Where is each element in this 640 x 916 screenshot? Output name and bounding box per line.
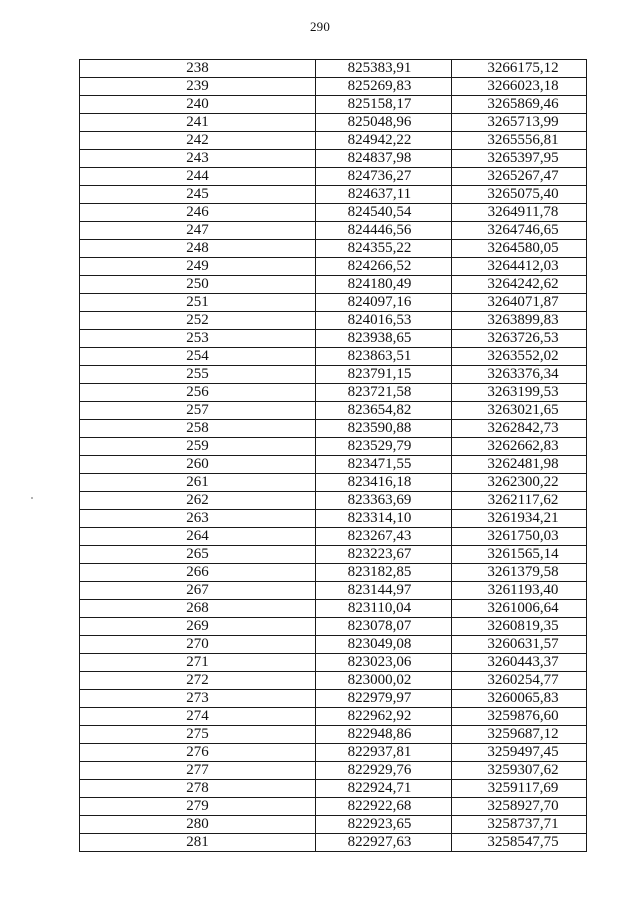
y-coordinate-cell: 3265397,95 <box>452 150 587 168</box>
y-coordinate-cell: 3264911,78 <box>452 204 587 222</box>
table-row <box>80 546 587 564</box>
point-number-cell: 269 <box>80 618 316 636</box>
point-number-cell: 253 <box>80 330 316 348</box>
x-coordinate-cell: 823182,85 <box>316 564 452 582</box>
y-coordinate-cell: 3265869,46 <box>452 96 587 114</box>
x-coordinate-cell: 823223,67 <box>316 546 452 564</box>
table-row <box>80 420 587 438</box>
table-row <box>80 690 587 708</box>
table-row <box>80 726 587 744</box>
x-coordinate-cell: 825158,17 <box>316 96 452 114</box>
x-coordinate-cell: 823078,07 <box>316 618 452 636</box>
table-row <box>80 654 587 672</box>
y-coordinate-cell: 3264746,65 <box>452 222 587 240</box>
point-number-cell: 272 <box>80 672 316 690</box>
y-coordinate-cell: 3262481,98 <box>452 456 587 474</box>
point-number-cell: 263 <box>80 510 316 528</box>
y-coordinate-cell: 3262117,62 <box>452 492 587 510</box>
y-coordinate-cell: 3258547,75 <box>452 834 587 852</box>
table-row <box>80 312 587 330</box>
point-number-cell: 270 <box>80 636 316 654</box>
y-coordinate-cell: 3258737,71 <box>452 816 587 834</box>
table-row <box>80 510 587 528</box>
table-row <box>80 582 587 600</box>
point-number-cell: 241 <box>80 114 316 132</box>
x-coordinate-cell: 823721,58 <box>316 384 452 402</box>
point-number-cell: 262 <box>80 492 316 510</box>
y-coordinate-cell: 3261006,64 <box>452 600 587 618</box>
y-coordinate-cell: 3263376,34 <box>452 366 587 384</box>
y-coordinate-cell: 3264071,87 <box>452 294 587 312</box>
x-coordinate-cell: 823791,15 <box>316 366 452 384</box>
y-coordinate-cell: 3260254,77 <box>452 672 587 690</box>
table-row <box>80 78 587 96</box>
point-number-cell: 252 <box>80 312 316 330</box>
x-coordinate-cell: 822937,81 <box>316 744 452 762</box>
table-row <box>80 330 587 348</box>
table-row <box>80 564 587 582</box>
y-coordinate-cell: 3264580,05 <box>452 240 587 258</box>
y-coordinate-cell: 3260065,83 <box>452 690 587 708</box>
x-coordinate-cell: 824180,49 <box>316 276 452 294</box>
point-number-cell: 248 <box>80 240 316 258</box>
x-coordinate-cell: 822948,86 <box>316 726 452 744</box>
table-row <box>80 474 587 492</box>
y-coordinate-cell: 3263199,53 <box>452 384 587 402</box>
x-coordinate-cell: 823863,51 <box>316 348 452 366</box>
y-coordinate-cell: 3261565,14 <box>452 546 587 564</box>
x-coordinate-cell: 824837,98 <box>316 150 452 168</box>
y-coordinate-cell: 3264242,62 <box>452 276 587 294</box>
y-coordinate-cell: 3263899,83 <box>452 312 587 330</box>
x-coordinate-cell: 824637,11 <box>316 186 452 204</box>
y-coordinate-cell: 3265267,47 <box>452 168 587 186</box>
x-coordinate-cell: 823110,04 <box>316 600 452 618</box>
table-row <box>80 834 587 852</box>
y-coordinate-cell: 3261193,40 <box>452 582 587 600</box>
point-number-cell: 268 <box>80 600 316 618</box>
y-coordinate-cell: 3260631,57 <box>452 636 587 654</box>
table-row <box>80 780 587 798</box>
y-coordinate-cell: 3258927,70 <box>452 798 587 816</box>
x-coordinate-cell: 823314,10 <box>316 510 452 528</box>
point-number-cell: 275 <box>80 726 316 744</box>
point-number-cell: 281 <box>80 834 316 852</box>
coordinates-table <box>79 59 587 852</box>
y-coordinate-cell: 3261934,21 <box>452 510 587 528</box>
table-row <box>80 744 587 762</box>
y-coordinate-cell: 3263726,53 <box>452 330 587 348</box>
x-coordinate-cell: 823267,43 <box>316 528 452 546</box>
point-number-cell: 279 <box>80 798 316 816</box>
y-coordinate-cell: 3265556,81 <box>452 132 587 150</box>
y-coordinate-cell: 3260443,37 <box>452 654 587 672</box>
y-coordinate-cell: 3266175,12 <box>452 60 587 78</box>
point-number-cell: 247 <box>80 222 316 240</box>
x-coordinate-cell: 822924,71 <box>316 780 452 798</box>
table-row <box>80 114 587 132</box>
x-coordinate-cell: 824016,53 <box>316 312 452 330</box>
point-number-cell: 246 <box>80 204 316 222</box>
point-number-cell: 244 <box>80 168 316 186</box>
y-coordinate-cell: 3266023,18 <box>452 78 587 96</box>
point-number-cell: 255 <box>80 366 316 384</box>
point-number-cell: 260 <box>80 456 316 474</box>
table-row <box>80 456 587 474</box>
point-number-cell: 265 <box>80 546 316 564</box>
table-row <box>80 204 587 222</box>
page-number: 290 <box>309 19 331 34</box>
point-number-cell: 239 <box>80 78 316 96</box>
point-number-cell: 280 <box>80 816 316 834</box>
table-row <box>80 96 587 114</box>
x-coordinate-cell: 824942,22 <box>316 132 452 150</box>
table-row <box>80 258 587 276</box>
x-coordinate-cell: 824736,27 <box>316 168 452 186</box>
x-coordinate-cell: 824097,16 <box>316 294 452 312</box>
x-coordinate-cell: 824446,56 <box>316 222 452 240</box>
x-coordinate-cell: 822922,68 <box>316 798 452 816</box>
x-coordinate-cell: 825269,83 <box>316 78 452 96</box>
x-coordinate-cell: 823000,02 <box>316 672 452 690</box>
x-coordinate-cell: 823416,18 <box>316 474 452 492</box>
x-coordinate-cell: 822927,63 <box>316 834 452 852</box>
x-coordinate-cell: 825383,91 <box>316 60 452 78</box>
x-coordinate-cell: 823938,65 <box>316 330 452 348</box>
y-coordinate-cell: 3261750,03 <box>452 528 587 546</box>
y-coordinate-cell: 3265713,99 <box>452 114 587 132</box>
y-coordinate-cell: 3259876,60 <box>452 708 587 726</box>
point-number-cell: 256 <box>80 384 316 402</box>
x-coordinate-cell: 823654,82 <box>316 402 452 420</box>
x-coordinate-cell: 822923,65 <box>316 816 452 834</box>
point-number-cell: 240 <box>80 96 316 114</box>
table-row <box>80 132 587 150</box>
table-row <box>80 60 587 78</box>
point-number-cell: 243 <box>80 150 316 168</box>
y-coordinate-cell: 3260819,35 <box>452 618 587 636</box>
point-number-cell: 278 <box>80 780 316 798</box>
point-number-cell: 249 <box>80 258 316 276</box>
table-row <box>80 762 587 780</box>
point-number-cell: 242 <box>80 132 316 150</box>
point-number-cell: 273 <box>80 690 316 708</box>
table-row <box>80 798 587 816</box>
point-number-cell: 258 <box>80 420 316 438</box>
table-row <box>80 186 587 204</box>
x-coordinate-cell: 823529,79 <box>316 438 452 456</box>
table-row <box>80 222 587 240</box>
y-coordinate-cell: 3262842,73 <box>452 420 587 438</box>
table-row <box>80 672 587 690</box>
point-number-cell: 261 <box>80 474 316 492</box>
point-number-cell: 251 <box>80 294 316 312</box>
point-number-cell: 238 <box>80 60 316 78</box>
point-number-cell: 267 <box>80 582 316 600</box>
table-row <box>80 384 587 402</box>
table-row <box>80 528 587 546</box>
y-coordinate-cell: 3259497,45 <box>452 744 587 762</box>
table-row <box>80 402 587 420</box>
y-coordinate-cell: 3259117,69 <box>452 780 587 798</box>
x-coordinate-cell: 823144,97 <box>316 582 452 600</box>
point-number-cell: 250 <box>80 276 316 294</box>
y-coordinate-cell: 3265075,40 <box>452 186 587 204</box>
table-row <box>80 618 587 636</box>
table-row <box>80 708 587 726</box>
point-number-cell: 257 <box>80 402 316 420</box>
x-coordinate-cell: 823590,88 <box>316 420 452 438</box>
y-coordinate-cell: 3263552,02 <box>452 348 587 366</box>
point-number-cell: 277 <box>80 762 316 780</box>
y-coordinate-cell: 3259687,12 <box>452 726 587 744</box>
table-row <box>80 240 587 258</box>
x-coordinate-cell: 824355,22 <box>316 240 452 258</box>
x-coordinate-cell: 823049,08 <box>316 636 452 654</box>
x-coordinate-cell: 823023,06 <box>316 654 452 672</box>
point-number-cell: 245 <box>80 186 316 204</box>
y-coordinate-cell: 3263021,65 <box>452 402 587 420</box>
y-coordinate-cell: 3264412,03 <box>452 258 587 276</box>
table-row <box>80 294 587 312</box>
x-coordinate-cell: 822929,76 <box>316 762 452 780</box>
point-number-cell: 274 <box>80 708 316 726</box>
table-row <box>80 600 587 618</box>
point-number-cell: 271 <box>80 654 316 672</box>
point-number-cell: 254 <box>80 348 316 366</box>
point-number-cell: 266 <box>80 564 316 582</box>
table-row <box>80 168 587 186</box>
x-coordinate-cell: 824540,54 <box>316 204 452 222</box>
point-number-cell: 264 <box>80 528 316 546</box>
table-row <box>80 816 587 834</box>
table-row <box>80 150 587 168</box>
y-coordinate-cell: 3262662,83 <box>452 438 587 456</box>
table-row <box>80 366 587 384</box>
scan-speck <box>31 497 33 499</box>
point-number-cell: 276 <box>80 744 316 762</box>
y-coordinate-cell: 3259307,62 <box>452 762 587 780</box>
table-row <box>80 438 587 456</box>
point-number-cell: 259 <box>80 438 316 456</box>
table-row <box>80 492 587 510</box>
y-coordinate-cell: 3261379,58 <box>452 564 587 582</box>
x-coordinate-cell: 822962,92 <box>316 708 452 726</box>
coordinates-table-body <box>80 60 587 852</box>
x-coordinate-cell: 825048,96 <box>316 114 452 132</box>
x-coordinate-cell: 824266,52 <box>316 258 452 276</box>
table-row <box>80 276 587 294</box>
table-row <box>80 636 587 654</box>
x-coordinate-cell: 823363,69 <box>316 492 452 510</box>
y-coordinate-cell: 3262300,22 <box>452 474 587 492</box>
x-coordinate-cell: 823471,55 <box>316 456 452 474</box>
table-row <box>80 348 587 366</box>
x-coordinate-cell: 822979,97 <box>316 690 452 708</box>
